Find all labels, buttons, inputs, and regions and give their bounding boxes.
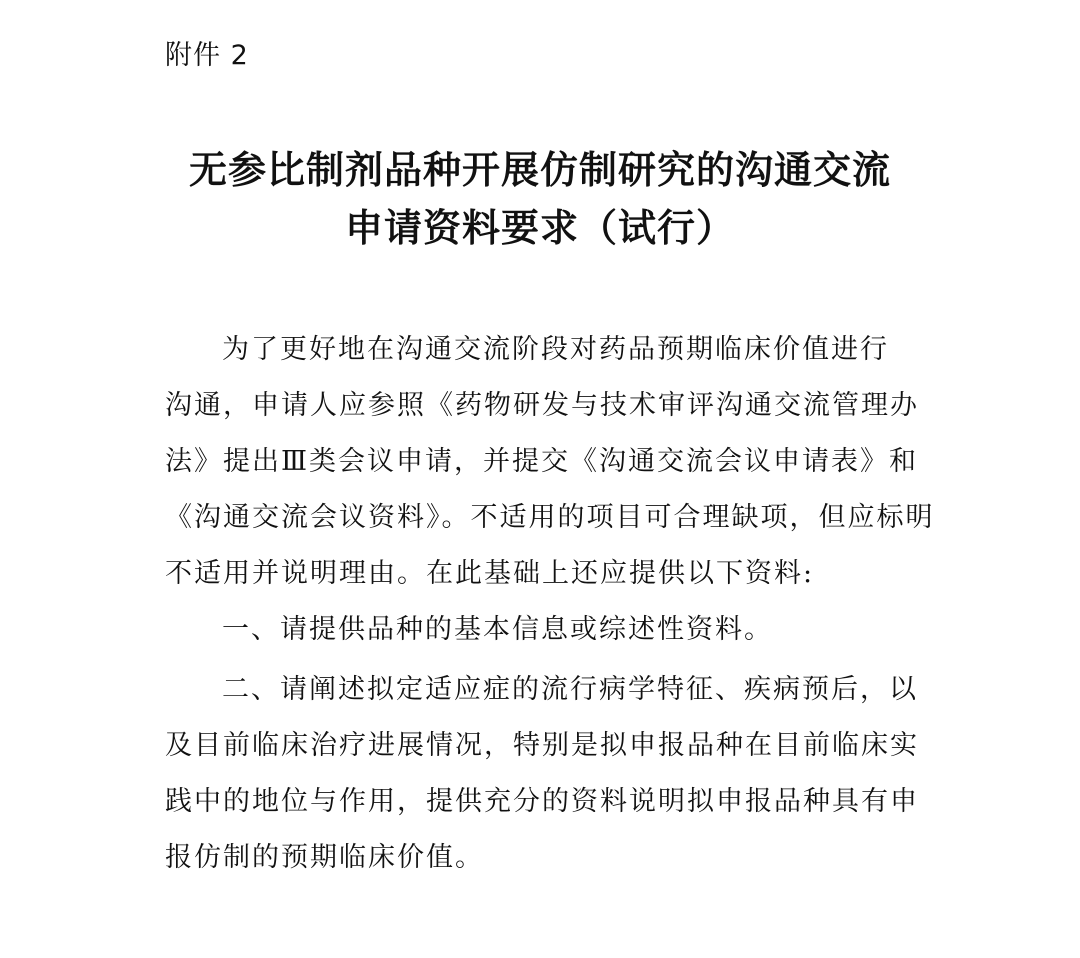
paragraph-1-line-3: 法》提出Ⅲ类会议申请，并提交《沟通交流会议申请表》和 [165,446,919,477]
item-2-line-1: 二、请阐述拟定适应症的流行病学特征、疾病预后，以 [222,674,918,705]
paragraph-1-line-5: 不适用并说明理由。在此基础上还应提供以下资料: [165,558,815,589]
paragraph-1-line-1: 为了更好地在沟通交流阶段对药品预期临床价值进行 [222,334,889,365]
item-1-line-1: 一、请提供品种的基本信息或综述性资料。 [222,614,773,645]
document-title-line-2: 申请资料要求（试行） [344,205,735,250]
item-2-line-2: 及目前临床治疗进展情况，特别是拟申报品种在目前临床实 [165,730,919,761]
paragraph-1-line-4: 《沟通交流会议资料》。不适用的项目可合理缺项，但应标明 [165,502,935,533]
document-title-line-1: 无参比制剂品种开展仿制研究的沟通交流 [188,147,891,192]
item-2-line-3: 践中的地位与作用，提供充分的资料说明拟申报品种具有申 [165,786,919,817]
attachment-label: 附件 2 [165,40,249,71]
item-2-line-4: 报仿制的预期临床价值。 [165,842,484,873]
paragraph-1-line-2: 沟通，申请人应参照《药物研发与技术审评沟通交流管理办 [165,390,919,421]
